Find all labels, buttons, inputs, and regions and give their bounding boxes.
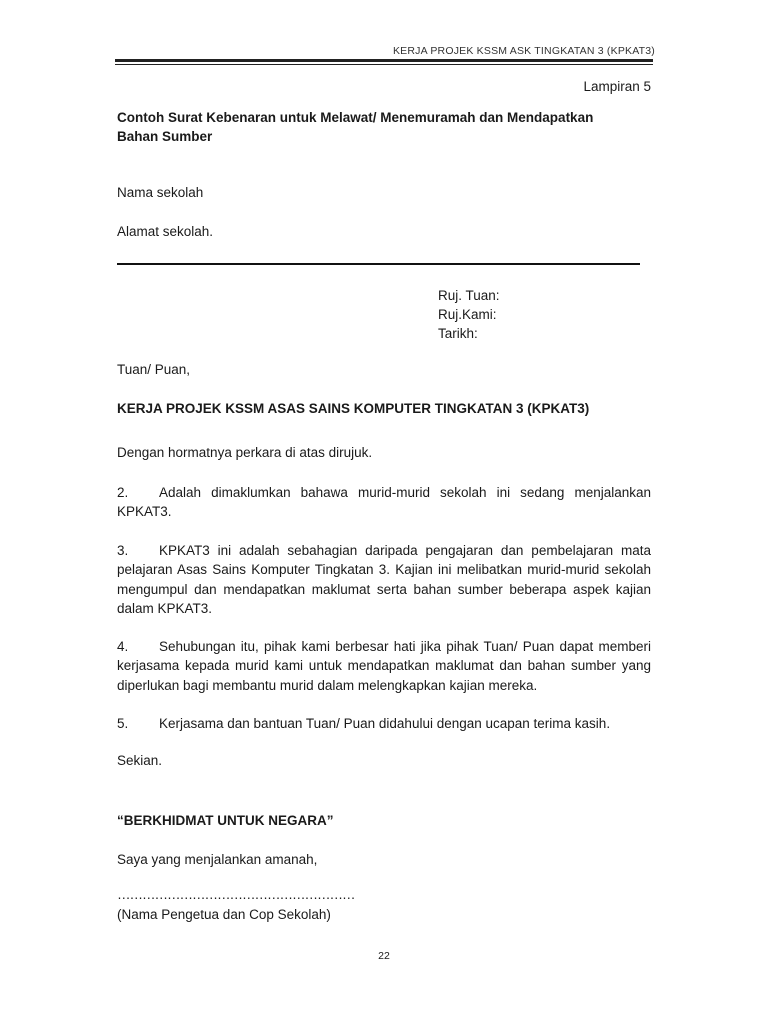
reference-block bbox=[438, 286, 500, 343]
signature-line: ………………………………………………… bbox=[117, 887, 355, 902]
paragraph-text: Kerjasama dan bantuan Tuan/ Puan didahului dengan ucapan terima kasih. bbox=[159, 716, 611, 731]
paragraph-text: Adalah dimaklumkan bahawa murid-murid sekolah ini sedang menjalankan KPKAT3. bbox=[117, 485, 651, 520]
paragraph-2 bbox=[117, 483, 651, 522]
signoff: Saya yang menjalankan amanah, bbox=[117, 852, 318, 867]
paragraph-text: KPKAT3 ini adalah sebahagian daripada pengajaran dan pembelajaran mata pelajaran Asas Sains Komputer Tingkatan 3. Kajian ini melibatkan murid-murid sekolah mengumpul dan mendapatkan maklumat serta bahan sumber beberapa aspek kajian dalam KPKAT3. bbox=[117, 543, 651, 616]
signatory: (Nama Pengetua dan Cop Sekolah) bbox=[117, 907, 331, 922]
letter-subject: KERJA PROJEK KSSM ASAS SAINS KOMPUTER TINGKATAN 3 (KPKAT3) bbox=[117, 401, 590, 416]
paragraph-4 bbox=[117, 637, 651, 695]
motto: “BERKHIDMAT UNTUK NEGARA” bbox=[117, 813, 334, 828]
document-title-line-2: Bahan Sumber bbox=[117, 129, 213, 144]
header-rule-thin bbox=[115, 64, 653, 65]
document-title-line-1: Contoh Surat Kebenaran untuk Melawat/ Menemuramah dan Mendapatkan bbox=[117, 110, 594, 125]
paragraph-number: 3. bbox=[117, 543, 129, 558]
your-reference: Ruj. Tuan: bbox=[438, 288, 500, 303]
paragraph-5 bbox=[117, 714, 651, 733]
running-header: KERJA PROJEK KSSM ASK TINGKATAN 3 (KPKAT3) bbox=[392, 45, 655, 57]
our-reference: Ruj.Kami: bbox=[438, 307, 497, 322]
closing-line: Sekian. bbox=[117, 753, 163, 768]
salutation: Tuan/ Puan, bbox=[117, 362, 191, 377]
school-address: Alamat sekolah. bbox=[117, 224, 214, 239]
paragraph-3 bbox=[117, 541, 651, 618]
paragraph-number: 2. bbox=[117, 485, 129, 500]
paragraph-text: Sehubungan itu, pihak kami berbesar hati jika pihak Tuan/ Puan dapat memberi kerjasama kepada murid kami untuk mendapatkan maklumat dan bahan sumber yang diperlukan bagi membantu murid dalam melengkapkan kajian mereka. bbox=[117, 639, 651, 693]
school-name: Nama sekolah bbox=[117, 185, 204, 200]
letterhead-rule bbox=[117, 263, 640, 265]
paragraph-number: 5. bbox=[117, 716, 129, 731]
date-label: Tarikh: bbox=[438, 326, 478, 341]
header-rule-thick bbox=[115, 59, 653, 62]
paragraph-number: 4. bbox=[117, 639, 129, 654]
attachment-label: Lampiran 5 bbox=[583, 79, 651, 94]
document-title bbox=[117, 108, 637, 146]
page-number: 22 bbox=[378, 950, 390, 962]
opening-line: Dengan hormatnya perkara di atas dirujuk. bbox=[117, 445, 373, 460]
